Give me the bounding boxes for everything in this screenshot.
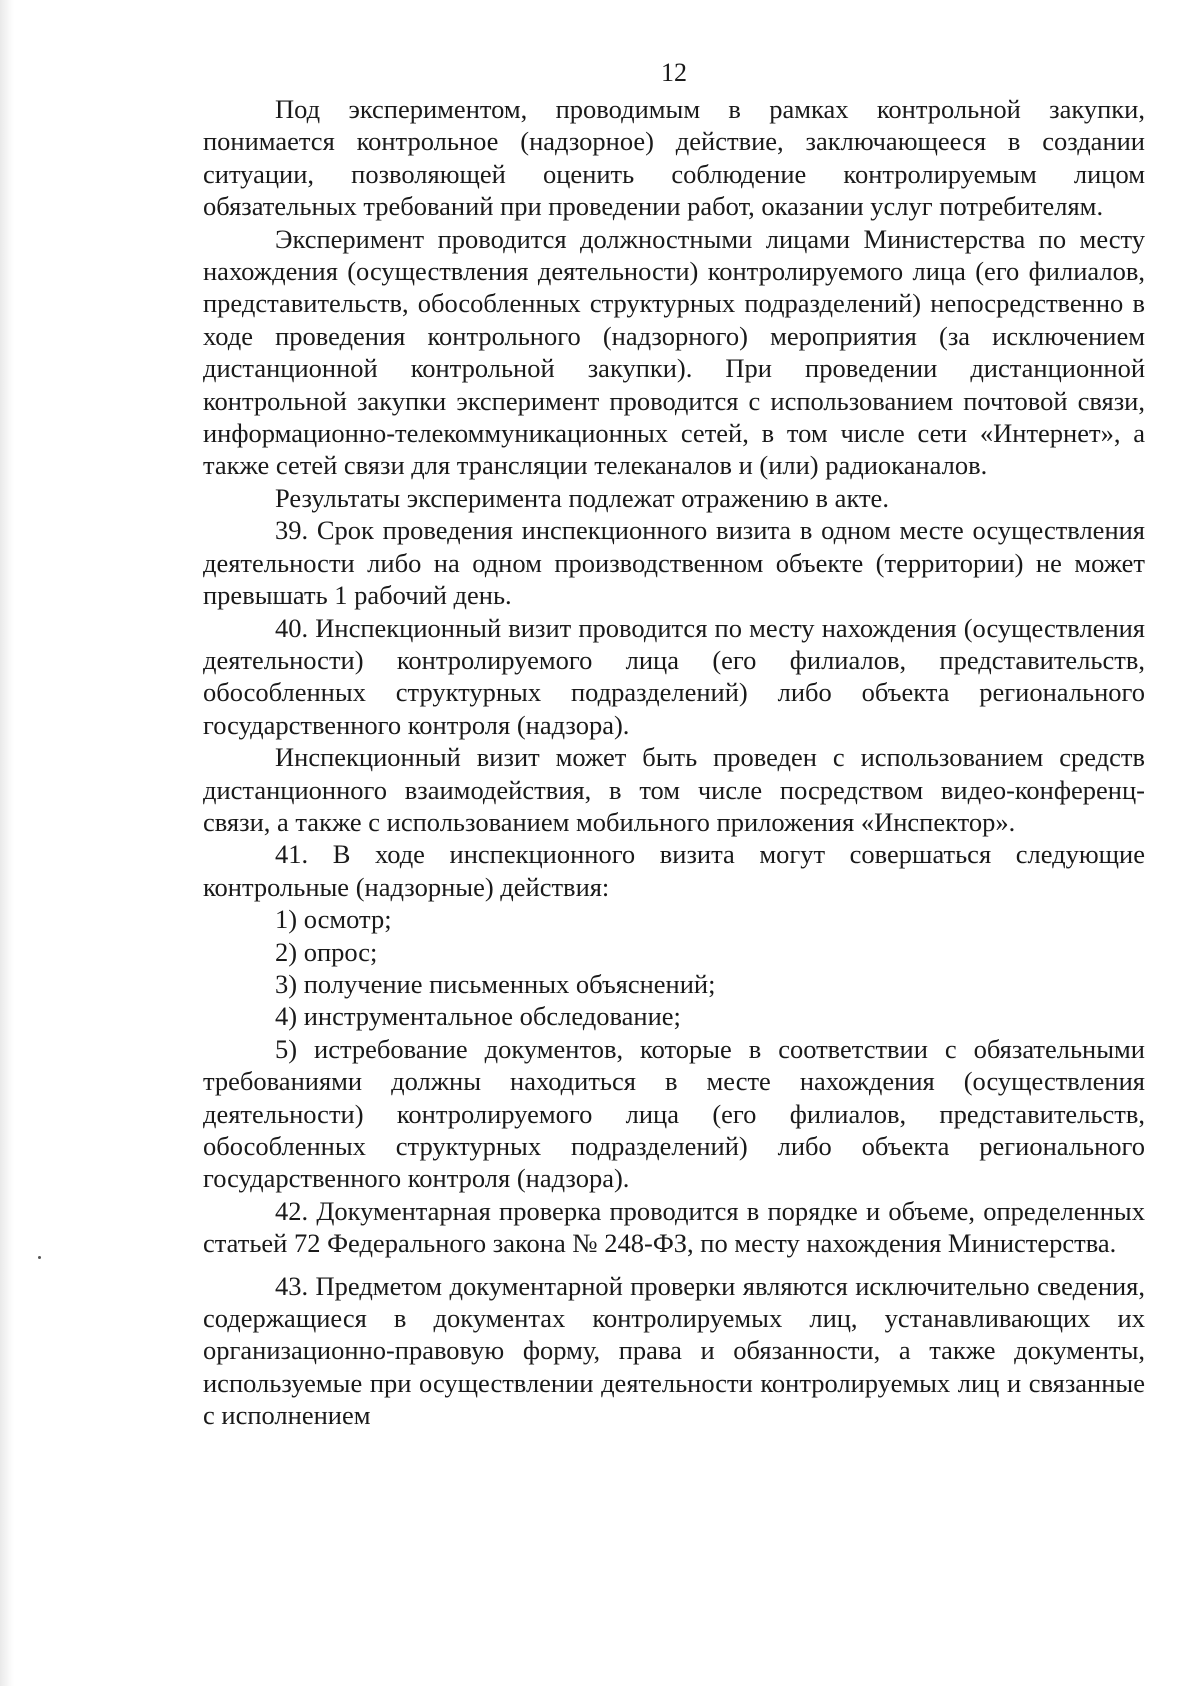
list-item-2: 2) опрос; xyxy=(275,936,378,967)
paragraph-40: 40. Инспекционный визит проводится по месту нахождения (осуществления деятельности) контролируемого лица (его филиалов, представительств, обособленных структурных подразделений) либо объекта регионального государственного контроля (надзора). xyxy=(203,612,1145,740)
list-item-4: 4) инструментальное обследование; xyxy=(275,1001,681,1032)
paragraph-43: 43. Предметом документарной проверки являются исключительно сведения, содержащиеся в документах контролируемых лиц, устанавливающих их организационно-правовую форму, права и обязанности, а также документы, используемые при осуществлении деятельности контролируемых лиц и связанные с исполнением xyxy=(203,1270,1145,1431)
scan-edge-shadow xyxy=(0,0,14,1686)
list-item-5: 5) истребование документов, которые в соответствии с обязательными требованиями должны находиться в месте нахождения (осуществления деятельности) контролируемого лица (его филиалов, представительств, обособленных структурных подразделений) либо объекта регионального государственного контроля (надзора). xyxy=(203,1033,1145,1194)
document-body xyxy=(203,93,1145,1432)
list-item-1: 1) осмотр; xyxy=(275,904,392,935)
scan-speck xyxy=(38,1256,41,1259)
paragraph-experiment-definition: Под экспериментом, проводимым в рамках контрольной закупки, понимается контрольное (надзорное) действие, заключающееся в создании ситуации, позволяющей оценить соблюдение контролируемым лицом обязательных требований при проведении работ, оказании услуг потребителям. xyxy=(203,94,1145,222)
paragraph-41: 41. В ходе инспекционного визита могут совершаться следующие контрольные (надзорные) действия: xyxy=(203,839,1145,902)
paragraph-experiment-results: Результаты эксперимента подлежат отражению в акте. xyxy=(275,482,889,513)
page-number: 12 xyxy=(661,58,687,87)
paragraph-42: 42. Документарная проверка проводится в порядке и объеме, определенных статьей 72 Федерального закона № 248-ФЗ, по месту нахождения Министерства. xyxy=(203,1195,1145,1259)
list-item-3: 3) получение письменных объяснений; xyxy=(275,968,716,999)
paragraph-experiment-conduct: Эксперимент проводится должностными лицами Министерства по месту нахождения (осуществления деятельности) контролируемого лица (его филиалов, представительств, обособленных структурных подразделений) непосредственно в ходе проведения контрольного (надзорного) мероприятия (за исключением дистанционной контрольной закупки). При проведении дистанционной контрольной закупки эксперимент проводится с использованием почтовой связи, информационно-телекоммуникационных сетей, в том числе сети «Интернет», а также сетей связи для трансляции телеканалов и (или) радиоканалов. xyxy=(203,223,1145,481)
paragraph-40-remote: Инспекционный визит может быть проведен с использованием средств дистанционного взаимодействия, в том числе посредством видео-конференц-связи, а также с использованием мобильного приложения «Инспектор». xyxy=(203,742,1145,837)
paragraph-39: 39. Срок проведения инспекционного визита в одном месте осуществления деятельности либо на одном производственном объекте (территории) не может превышать 1 рабочий день. xyxy=(203,515,1145,611)
